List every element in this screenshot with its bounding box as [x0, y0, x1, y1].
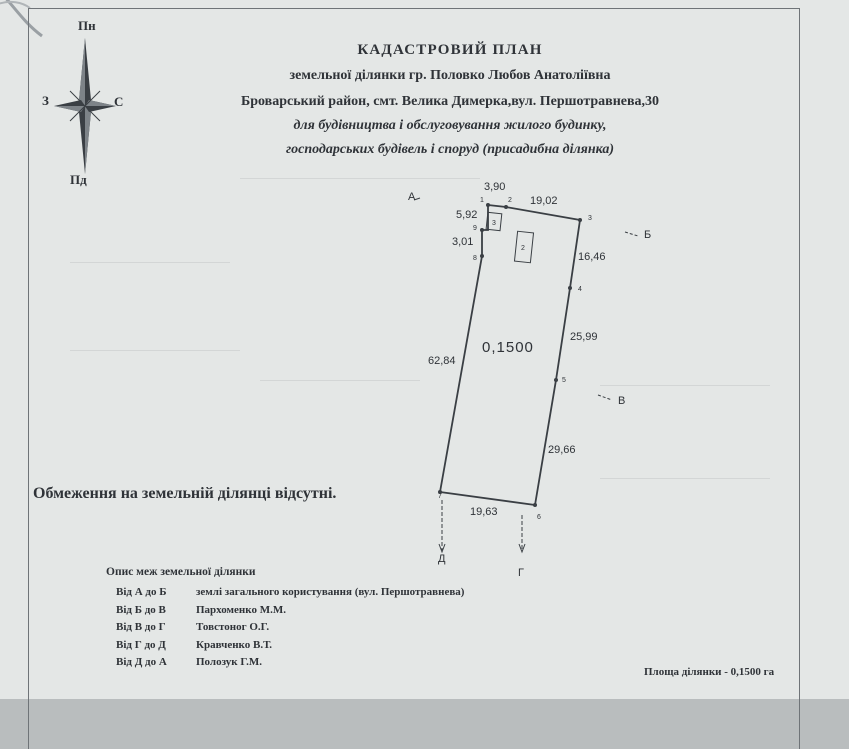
compass-south-label: Пд	[70, 172, 87, 187]
point-number: 2	[508, 197, 512, 204]
neighbor-letter: Б	[644, 229, 652, 241]
point-number: 7	[438, 493, 442, 500]
neighbor-letter: Д	[438, 553, 446, 565]
point-number: 4	[578, 286, 582, 293]
boundary-neighbor: Полозук Г.М.	[196, 656, 262, 668]
vertex-dot	[554, 378, 558, 382]
compass-north-label: Пн	[78, 18, 96, 33]
owner-line: земельної ділянки гр. Половко Любов Анатоліївна	[289, 68, 611, 83]
boundary-row	[106, 656, 464, 674]
neighbor-letter: Г	[518, 567, 524, 579]
boundary-row	[106, 604, 464, 622]
compass-west-label: З	[42, 93, 49, 108]
boundary-neighbor: Товстоног О.Г.	[196, 621, 270, 633]
boundary-from: Від В до Г	[116, 621, 166, 633]
parcel-plan	[400, 170, 680, 590]
vertex-dot	[578, 218, 582, 222]
area-note: Площа ділянки - 0,1500 га	[644, 666, 775, 678]
side-length-label: 19,02	[530, 195, 558, 207]
boundary-from: Від Г до Д	[116, 638, 166, 651]
compass-east-label: С	[114, 94, 124, 109]
vertex-dot	[504, 205, 508, 209]
boundary-from: Від Б до В	[116, 603, 166, 616]
side-length-label: 16,46	[578, 251, 606, 263]
boundary-row	[106, 621, 464, 639]
compass-star-icon	[50, 36, 120, 176]
bleed-through-line	[70, 262, 230, 271]
vertex-dot	[533, 503, 537, 507]
building-number: 2	[521, 245, 525, 252]
point-number: 6	[537, 514, 541, 521]
point-number: 9	[473, 225, 477, 232]
boundary-description-title: Опис меж земельної ділянки	[106, 566, 256, 578]
boundary-row	[106, 639, 464, 657]
building-number: 3	[492, 220, 496, 227]
side-length-label: 5,92	[456, 209, 478, 221]
parcel-area-value: 0,1500	[482, 339, 534, 356]
side-length-label: 25,99	[570, 331, 598, 343]
point-number: 1	[480, 197, 484, 204]
bleed-through-line	[260, 380, 420, 389]
document-title: КАДАСТРОВИЙ ПЛАН	[357, 42, 543, 58]
side-length-label: 62,84	[428, 355, 456, 367]
purpose-line-1: для будівництва і обслуговування жилого будинку,	[293, 118, 607, 133]
vertex-dot	[486, 203, 490, 207]
boundary-neighbor: Кравченко В.Т.	[196, 638, 273, 651]
boundary-from: Від А до Б	[116, 586, 167, 598]
boundary-neighbor: землі загального користування (вул. Першотравнева)	[196, 586, 465, 598]
point-number: 5	[562, 377, 566, 384]
boundary-from: Від Д до А	[116, 656, 167, 668]
point-number: 8	[473, 255, 477, 262]
compass-rose	[40, 14, 150, 194]
neighbor-b-arrow	[625, 232, 638, 236]
vertex-dot	[480, 228, 484, 232]
neighbor-v-arrow	[598, 395, 612, 400]
side-length-label: 29,66	[548, 444, 576, 456]
boundary-row	[106, 586, 464, 604]
address-line: Броварський район, смт. Велика Димерка,вул. Першотравнева,30	[240, 94, 660, 109]
vertex-dot	[568, 286, 572, 290]
vertex-dot	[480, 254, 484, 258]
side-length-label: 3,90	[484, 181, 506, 193]
neighbor-letter: А	[408, 191, 416, 203]
restrictions-note: Обмеження на земельній ділянці відсутні.	[33, 485, 337, 502]
neighbor-letter: В	[618, 395, 626, 407]
point-number: 3	[588, 215, 592, 222]
side-length-label: 3,01	[452, 236, 474, 248]
boundary-neighbor: Пархоменко М.М.	[196, 603, 286, 616]
side-length-label: 19,63	[470, 506, 498, 518]
boundary-description	[106, 566, 464, 674]
purpose-line-2: господарських будівель і споруд (присадибна ділянка)	[285, 142, 615, 157]
bleed-through-line	[70, 350, 240, 359]
